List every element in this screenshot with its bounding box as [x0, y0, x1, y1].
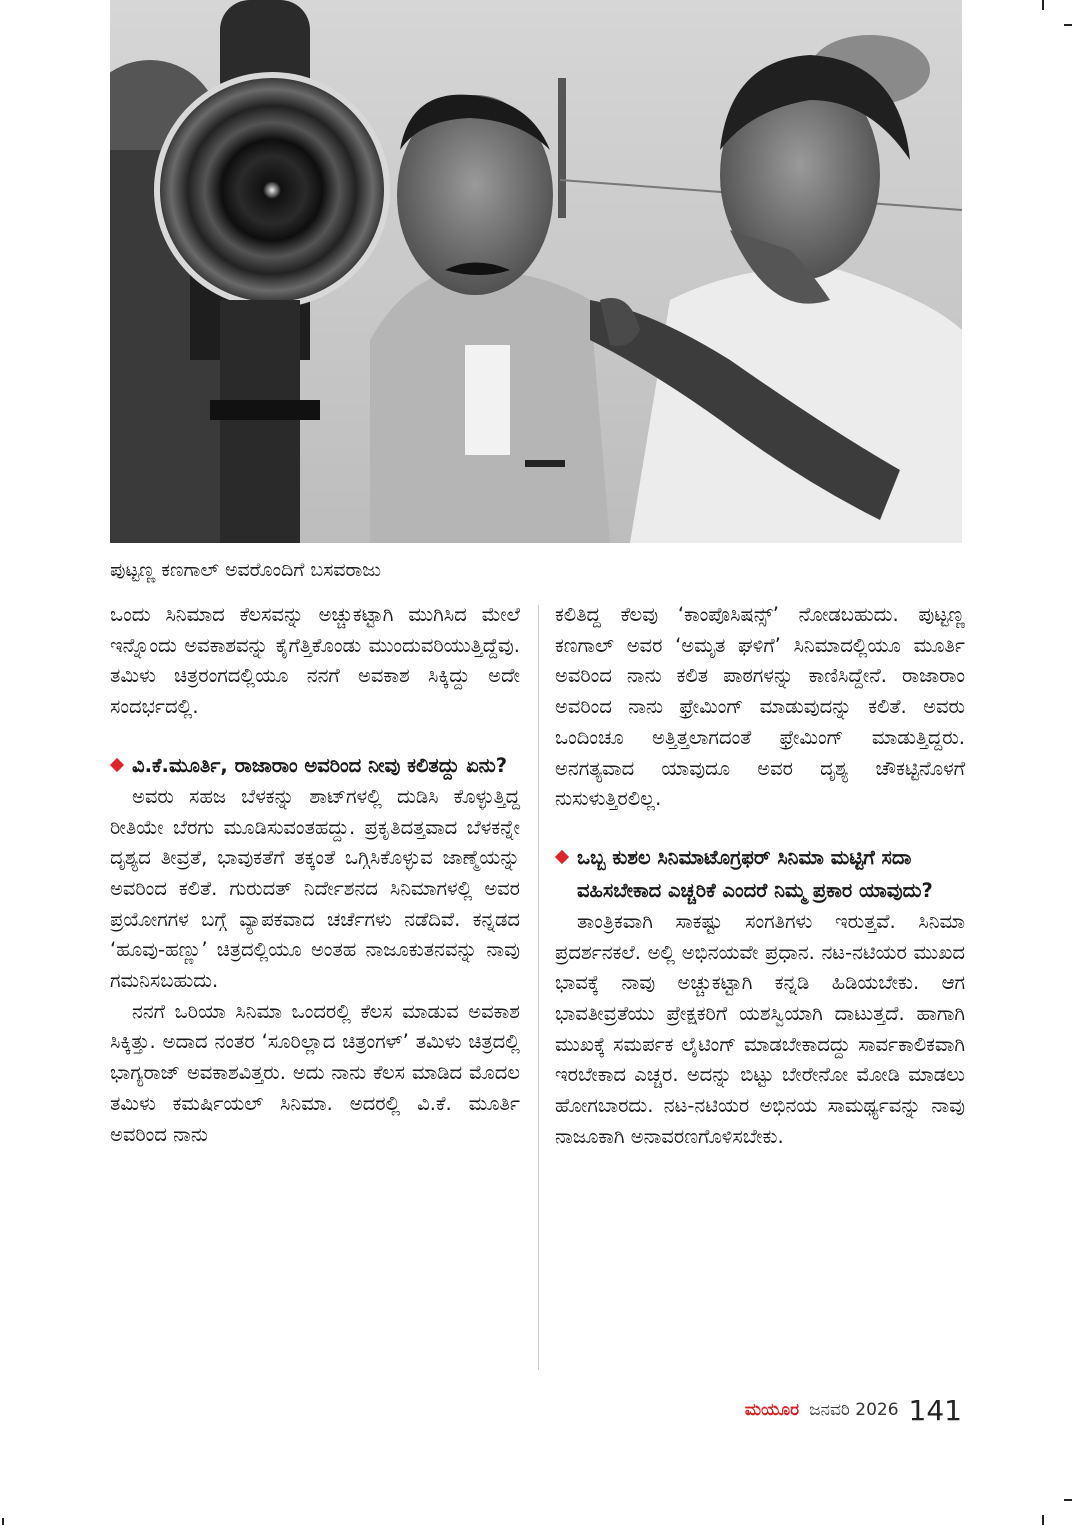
column-divider	[538, 605, 539, 1370]
pole	[558, 78, 566, 218]
interview-question	[555, 841, 965, 907]
paragraph: ಅವರು ಸಹಜ ಬೆಳಕನ್ನು ಶಾಟ್‌ಗಳಲ್ಲಿ ದುಡಿಸಿ ಕೊಳ್ಳುತ್ತಿದ್ದ ರೀತಿಯೇ ಬೆರಗು ಮೂಡಿಸುವಂತಹದ್ದು. ಪ್ರಕೃತಿದತ್ತವಾದ ಬೆಳಕನ್ನೇ ದೃಶ್ಯದ ತೀವ್ರತೆ, ಭಾವುಕತೆಗೆ ತಕ್ಕಂತೆ ಒಗ್ಗಿಸಿಕೊಳ್ಳುವ ಜಾಣ್ಮೆಯನ್ನು ಅವರಿಂದ ಕಲಿತೆ. ಗುರುದತ್ ನಿರ್ದೇಶನದ ಸಿನಿಮಾಗಳಲ್ಲಿ ಅವರ ಪ್ರಯೋಗಗಳ ಬಗ್ಗೆ ವ್ಯಾಪಕವಾದ ಚರ್ಚೆಗಳು ನಡೆದಿವೆ. ಕನ್ನಡದ ‘ಹೂವು-ಹಣ್ಣು’ ಚಿತ್ರದಲ್ಲಿಯೂ ಅಂತಹ ನಾಜೂಕುತನವನ್ನು ನಾವು ಗಮನಿಸಬಹುದು.	[110, 784, 520, 993]
paragraph: ತಾಂತ್ರಿಕವಾಗಿ ಸಾಕಷ್ಟು ಸಂಗತಿಗಳು ಇರುತ್ತವೆ. ಸಿನಿಮಾ ಪ್ರದರ್ಶನಕಲೆ. ಅಲ್ಲಿ ಅಭಿನಯವೇ ಪ್ರಧಾನ. ನಟ-ನಟಿಯರ ಮುಖದ ಭಾವಕ್ಕೆ ನಾವು ಅಚ್ಚುಕಟ್ಟಾಗಿ ಕನ್ನಡಿ ಹಿಡಿಯಬೇಕು. ಆಗ ಭಾವತೀವ್ರತೆಯು ಪ್ರೇಕ್ಷಕರಿಗೆ ಯಶಸ್ವಿಯಾಗಿ ದಾಟುತ್ತದೆ. ಹಾಗಾಗಿ ಮುಖಕ್ಕೆ ಸಮರ್ಪಕ ಲೈಟಿಂಗ್ ಮಾಡಬೇಕಾದದ್ದು ಸಾರ್ವಕಾಲಿಕವಾಗಿ ಇರಬೇಕಾದ ಎಚ್ಚರ. ಅದನ್ನು ಬಿಟ್ಟು ಬೇರೇನೋ ಮೋಡಿ ಮಾಡಲು ಹೋಗಬಾರದು. ನಟ-ನಟಿಯರ ಅಭಿನಯ ಸಾಮರ್ಥ್ಯವನ್ನು ನಾವು ನಾಜೂಕಾಗಿ ಅನಾವರಣಗೊಳಿಸಬೇಕು.	[555, 909, 965, 1148]
issue-date: ಜನವರಿ 2026	[809, 1400, 899, 1420]
photo-illustration	[110, 0, 962, 543]
man-center-vest	[465, 345, 510, 455]
article-column-left	[110, 600, 520, 1150]
camera-lens	[160, 78, 384, 302]
page-footer	[700, 1392, 962, 1428]
diamond-bullet-icon	[110, 758, 124, 772]
paragraph: ಒಂದು ಸಿನಿಮಾದ ಕೆಲಸವನ್ನು ಅಚ್ಚುಕಟ್ಟಾಗಿ ಮುಗಿಸಿದ ಮೇಲೆ ಇನ್ನೊಂದು ಅವಕಾಶವನ್ನು ಕೈಗೆತ್ತಿಕೊಂಡು ಮುಂದುವರಿಯುತ್ತಿದ್ದೆವು. ತಮಿಳು ಚಿತ್ರರಂಗದಲ್ಲಿಯೂ ನನಗೆ ಅವಕಾಶ ಸಿಕ್ಕಿದ್ದು ಅದೇ ಸಂದರ್ಭದಲ್ಲಿ.	[110, 603, 520, 719]
article-photo	[110, 0, 962, 543]
crop-mark-bottom-right-vertical	[1042, 1515, 1044, 1525]
magazine-logo: ಮಯೂರ	[744, 1400, 800, 1420]
diamond-bullet-icon	[555, 850, 569, 864]
crop-mark-bottom-left-vertical	[2, 1518, 4, 1525]
interview-question	[110, 749, 520, 782]
tripod-head	[220, 300, 300, 543]
crop-mark-top-right-vertical	[1042, 0, 1044, 10]
question-text: ಒಬ್ಬ ಕುಶಲ ಸಿನಿಮಾಟೊಗ್ರಫರ್ ಸಿನಿಮಾ ಮಟ್ಟಿಗೆ ಸದಾ ವಹಿಸಬೇಕಾದ ಎಚ್ಚರಿಕೆ ಎಂದರೆ ನಿಮ್ಮ ಪ್ರಕಾರ ಯಾವುದು?	[577, 845, 933, 902]
crop-mark-top-right-horizontal	[1064, 24, 1072, 26]
article-column-right	[555, 600, 965, 1153]
paragraph: ನನಗೆ ಒರಿಯಾ ಸಿನಿಮಾ ಒಂದರಲ್ಲಿ ಕೆಲಸ ಮಾಡುವ ಅವಕಾಶ ಸಿಕ್ಕಿತ್ತು. ಅದಾದ ನಂತರ ‘ಸೂರಿಲ್ಲಾದ ಚಿತ್ರಂಗಳ್’ ತಮಿಳು ಚಿತ್ರದಲ್ಲಿ ಭಾಗ್ಯರಾಜ್ ಅವಕಾಶವಿತ್ತರು. ಅದು ನಾನು ಕೆಲಸ ಮಾಡಿದ ಮೊದಲ ತಮಿಳು ಕಮರ್ಷಿಯಲ್ ಸಿನಿಮಾ. ಅದರಲ್ಲಿ ವಿ.ಕೆ. ಮೂರ್ತಿ ಅವರಿಂದ ನಾನು	[110, 999, 520, 1146]
photo-caption: ಪುಟ್ಟಣ್ಣ ಕಣಗಾಲ್ ಅವರೊಂದಿಗೆ ಬಸವರಾಜು	[110, 559, 382, 581]
crop-mark-bottom-right-horizontal	[1064, 1499, 1072, 1501]
paragraph: ಕಲಿತಿದ್ದ ಕೆಲವು ‘ಕಾಂಪೊಸಿಷನ್ಸ್’ ನೋಡಬಹುದು. ಪುಟ್ಟಣ್ಣ ಕಣಗಾಲ್ ಅವರ ‘ಅಮೃತ ಘಳಿಗೆ’ ಸಿನಿಮಾದಲ್ಲಿಯೂ ಮೂರ್ತಿ ಅವರಿಂದ ನಾನು ಕಲಿತ ಪಾಠಗಳನ್ನು ಕಾಣಿಸಿದ್ದೇನೆ. ರಾಜಾರಾಂ ಅವರಿಂದ ನಾನು ಫ್ರೇಮಿಂಗ್ ಮಾಡುವುದನ್ನು ಕಲಿತೆ. ಅವರು ಒಂದಿಂಚೂ ಅತ್ತಿತ್ತಲಾಗದಂತೆ ಫ್ರೇಮಿಂಗ್ ಮಾಡುತ್ತಿದ್ದರು. ಅನಗತ್ಯವಾದ ಯಾವುದೂ ಅವರ ದೃಶ್ಯ ಚೌಕಟ್ಟಿನೊಳಗೆ ನುಸುಳುತ್ತಿರಲಿಲ್ಲ.	[555, 603, 965, 811]
page-number: 141	[908, 1393, 962, 1427]
question-text: ವಿ.ಕೆ.ಮೂರ್ತಿ, ರಾಜಾರಾಂ ಅವರಿಂದ ನೀವು ಕಲಿತದ್ದು ಏನು?	[132, 753, 508, 777]
